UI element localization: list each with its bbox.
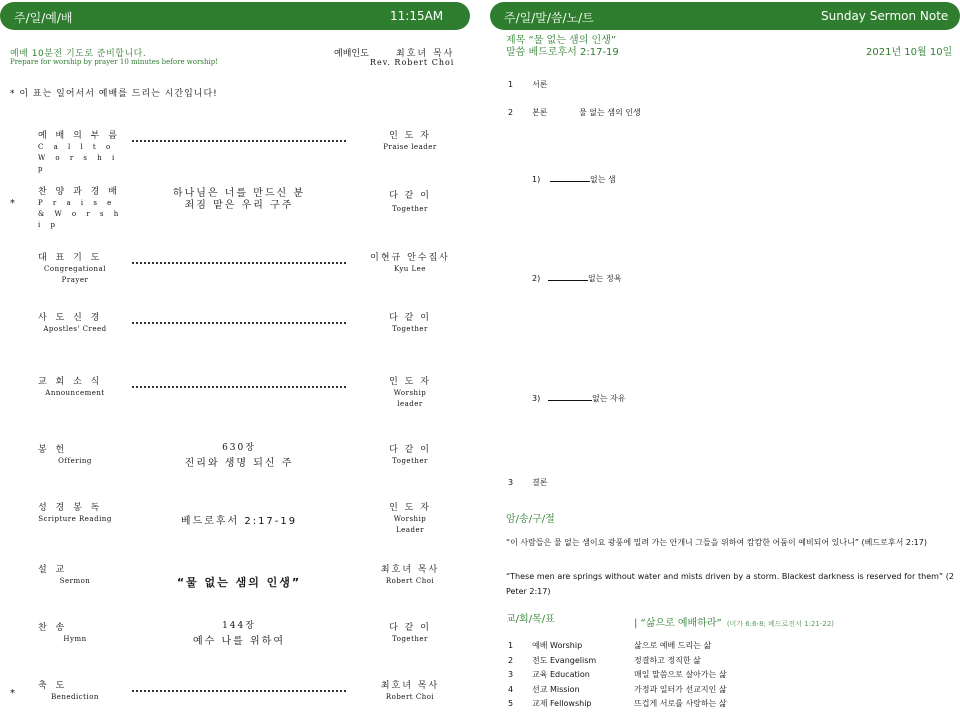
memory-ko: “이 사람들은 물 없는 샘이요 광풍에 밀려 가는 안개니 그들을 위하여 캄캄한 어둠이 예비되어 있나니” (베드로후서 2:17): [506, 538, 927, 547]
sermon-verse-row: [506, 43, 619, 58]
motto-reference: (미가 6:6-8; 베드로전서 1:21-22): [726, 620, 835, 628]
sermon-title-label: 제목: [506, 35, 526, 46]
item-title-en: Congregational Prayer: [44, 265, 106, 284]
item-title-ko: 교 회 소 식: [38, 377, 103, 387]
item-leader-ko: 다 같 이: [389, 623, 431, 633]
item-leader-ko: 최호녀 목사: [380, 681, 440, 691]
item-leader-en: Together: [392, 635, 428, 643]
item-leader-ko: 인 도 자: [389, 131, 431, 141]
left-header-time: 11:15AM: [390, 9, 444, 23]
goal-item: [508, 655, 701, 666]
item-leader-en: Together: [392, 205, 428, 213]
goal-item: [508, 698, 727, 709]
item-title-ko: 대 표 기 도: [38, 253, 103, 263]
item-title-ko: 찬 송: [38, 623, 68, 633]
item-leader-en: Worship leader: [393, 389, 427, 408]
item-leader-ko: 이현규 안수집사: [370, 253, 450, 263]
item-title-ko: 성 경 봉 독: [38, 503, 103, 513]
item-title-en: Hymn: [63, 635, 87, 643]
outline-item-3: 3 결론: [508, 478, 548, 487]
right-header-title: 주/일/말/씀/노/트: [504, 11, 594, 25]
motto-slogan-row: [634, 611, 834, 630]
goal-name: 교육 Education: [532, 670, 590, 679]
item-title-ko: 예 배 의 부 름: [38, 131, 120, 141]
left-header-title: 주/일/예/배: [14, 11, 73, 25]
goal-number: 4: [508, 684, 514, 694]
goal-name: 예배 Worship: [532, 641, 583, 650]
item-leader-en: Together: [392, 457, 428, 465]
dotted-leader: [132, 262, 346, 264]
item-leader-ko: 최호녀 목사: [380, 565, 440, 575]
memory-title: 암/송/구/절: [506, 514, 555, 525]
goal-name: 교제 Fellowship: [532, 699, 592, 708]
goal-description: 정결하고 정직한 삶: [634, 655, 701, 665]
fill-blank[interactable]: [548, 400, 592, 401]
item-leader-en: Robert Choi: [385, 577, 435, 585]
goal-item: [508, 669, 727, 680]
item-title-en: Scripture Reading: [38, 515, 112, 523]
goal-name: 전도 Evangelism: [532, 655, 597, 665]
item-content: “물 없는 샘의 인생”: [176, 576, 302, 589]
fill-blank[interactable]: [548, 280, 588, 281]
dotted-leader: [132, 690, 346, 692]
point-1: 1) 없는 샘: [532, 175, 616, 184]
standing-note: * 이 표는 일어서서 예배를 드리는 시간입니다!: [10, 89, 218, 99]
prepare-en: Prepare for worship by prayer 10 minutes before worship!: [10, 58, 218, 66]
dotted-leader: [132, 140, 346, 142]
item-leader-en: Worship Leader: [393, 515, 427, 534]
outline-item-2: 2 본론 물 없는 샘의 인생: [508, 108, 641, 117]
goal-number: 5: [508, 699, 514, 708]
item-content: 630장: [222, 443, 256, 453]
dotted-leader: [132, 386, 346, 388]
item-leader-en: Together: [392, 325, 428, 333]
item-content-detail: 진리와 생명 되신 주: [184, 458, 294, 469]
goal-description: 매일 말씀으로 살아가는 삶: [634, 670, 727, 679]
item-title-en: Offering: [58, 457, 92, 465]
item-leader-ko: 다 같 이: [389, 445, 431, 455]
sermon-date: 2021년 10월 10일: [866, 47, 953, 58]
left-header-bar: [0, 2, 470, 30]
item-title-ko: 사 도 신 경: [38, 313, 103, 323]
motto-title: 교/회/목/표: [506, 614, 555, 625]
item-title-ko: 봉 헌: [38, 445, 68, 455]
item-content: 베드로후서 2:17-19: [180, 516, 298, 527]
goal-description: 뜨겁게 서로를 사랑하는 삶: [634, 699, 727, 708]
item-leader-ko: 다 같 이: [389, 313, 431, 323]
item-star: *: [10, 688, 15, 699]
sermon-title-value: “물 없는 샘의 인생”: [528, 35, 617, 46]
item-leader-ko: 인 도 자: [389, 503, 431, 513]
goal-number: 3: [508, 670, 514, 679]
memory-en: “These men are springs without water and mists driven by a storm. Blackest darkness is reserved for them” (2 Peter 2:17): [506, 572, 954, 596]
item-title-en: Sermon: [59, 577, 91, 585]
goal-number: 1: [508, 641, 514, 650]
point-3: 3) 없는 자유: [532, 394, 626, 403]
point-2: 2) 없는 정욕: [532, 274, 622, 283]
goal-number: 2: [508, 655, 514, 665]
item-title-ko: 찬 양 과 경 배: [38, 187, 120, 197]
dotted-leader: [132, 322, 346, 324]
item-content: 하나님은 너를 만드신 분: [172, 188, 306, 199]
goal-name: 선교 Mission: [532, 684, 580, 694]
sermon-verse-value: 베드로후서 2:17-19: [528, 47, 619, 58]
item-leader-ko: 다 같 이: [389, 191, 431, 201]
item-leader-en: Praise leader: [383, 143, 437, 151]
item-title-ko: 설 교: [38, 565, 68, 575]
prepare-ko: 예배 10분전 기도로 준비합니다.: [10, 49, 147, 59]
item-title-en: P r a i s e & W o r s h i p: [38, 199, 123, 229]
item-star: *: [10, 198, 15, 209]
right-header-bar: [490, 2, 960, 30]
goal-item: [508, 684, 727, 695]
motto-slogan: | “삶으로 예배하라”: [634, 618, 722, 629]
goal-item: [508, 640, 711, 651]
item-content-detail: 죄짐 맡은 우리 구주: [184, 200, 294, 211]
goal-description: 삶으로 예배 드리는 삶: [634, 641, 712, 650]
goal-description: 가정과 일터가 선교지인 삶: [634, 684, 727, 694]
sermon-verse-label: 말씀: [506, 47, 526, 58]
leader-name-ko: 최호녀 목사: [396, 49, 455, 59]
outline-item-1: 1 서론: [508, 80, 548, 89]
item-leader-ko: 인 도 자: [389, 377, 431, 387]
fill-blank[interactable]: [550, 181, 590, 182]
leader-name-en: Rev. Robert Choi: [370, 58, 455, 67]
item-content: 144장: [222, 621, 256, 631]
right-header-subtitle: Sunday Sermon Note: [821, 9, 949, 23]
item-title-en: C a l l t o W o r s h i p: [38, 143, 119, 173]
leader-label: 예배인도: [334, 49, 369, 59]
item-title-en: Benediction: [51, 693, 99, 701]
item-content-detail: 예수 나를 위하여: [193, 636, 285, 647]
item-title-en: Apostles' Creed: [43, 325, 107, 333]
item-title-ko: 축 도: [38, 681, 68, 691]
item-leader-en: Kyu Lee: [394, 265, 426, 273]
item-leader-en: Robert Choi: [385, 693, 435, 701]
item-title-en: Announcement: [45, 389, 105, 397]
